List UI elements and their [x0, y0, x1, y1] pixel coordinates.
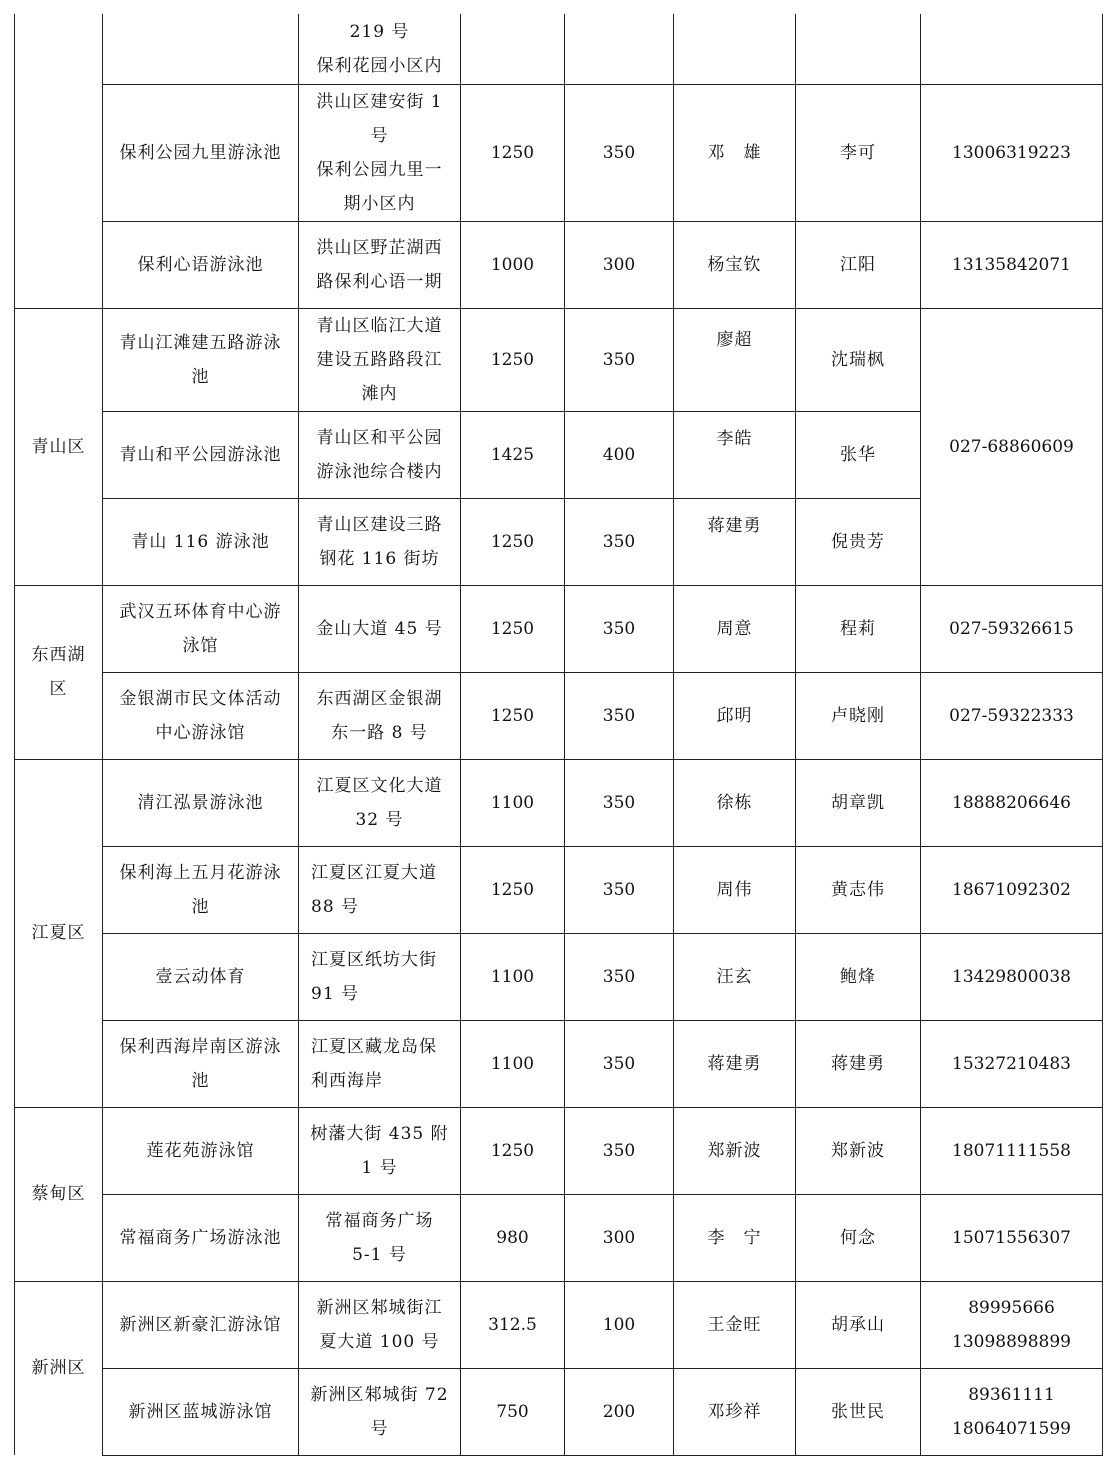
venue-name: 新洲区蓝城游泳馆: [103, 1368, 299, 1455]
venue-area: 1000: [461, 221, 565, 308]
venue-address: 219 号 保利花园小区内: [299, 14, 461, 84]
venue-depth: 350: [565, 84, 674, 221]
table-row: [15, 846, 1103, 933]
venue-manager: 周伟: [674, 846, 796, 933]
venue-phone: 89995666 13098898899: [921, 1281, 1103, 1368]
venue-area: 1250: [461, 846, 565, 933]
venue-address: 新洲区邾城街 72 号: [299, 1368, 461, 1455]
venue-address: 新洲区邾城街江 夏大道 100 号: [299, 1281, 461, 1368]
venue-manager: 杨宝钦: [674, 221, 796, 308]
venue-safety-officer: 胡承山: [796, 1281, 921, 1368]
venue-area: 1250: [461, 498, 565, 585]
venue-safety-officer: 江阳: [796, 221, 921, 308]
venue-depth: 300: [565, 1194, 674, 1281]
venue-phone: 18071111558: [921, 1107, 1103, 1194]
venue-depth: 350: [565, 933, 674, 1020]
venue-safety-officer: 倪贵芳: [796, 498, 921, 585]
venue-phone: 18671092302: [921, 846, 1103, 933]
venue-area: 1425: [461, 411, 565, 498]
venue-name: 壹云动体育: [103, 933, 299, 1020]
venue-depth: 350: [565, 846, 674, 933]
venue-manager: 李皓: [674, 411, 796, 498]
venue-manager: [674, 14, 796, 84]
venue-name: 保利西海岸南区游泳 池: [103, 1020, 299, 1107]
table-row: [15, 759, 1103, 846]
venue-depth: 350: [565, 672, 674, 759]
venue-safety-officer: 李可: [796, 84, 921, 221]
table-row: [15, 585, 1103, 672]
venue-phone: 89361111 18064071599: [921, 1368, 1103, 1455]
venue-depth: 350: [565, 585, 674, 672]
venue-address: 江夏区文化大道 32 号: [299, 759, 461, 846]
district-cell: 蔡甸区: [15, 1107, 103, 1281]
venue-manager: 蒋建勇: [674, 498, 796, 585]
venue-manager: 邓 雄: [674, 84, 796, 221]
venue-name: 新洲区新豪汇游泳馆: [103, 1281, 299, 1368]
venue-phone: 15327210483: [921, 1020, 1103, 1107]
venue-depth: 200: [565, 1368, 674, 1455]
venue-name: 保利公园九里游泳池: [103, 84, 299, 221]
venue-phone: 027-59322333: [921, 672, 1103, 759]
venue-name: 青山 116 游泳池: [103, 498, 299, 585]
venue-area: [461, 14, 565, 84]
venue-address: 江夏区藏龙岛保 利西海岸: [299, 1020, 461, 1107]
venue-depth: 350: [565, 308, 674, 411]
venue-area: 1250: [461, 84, 565, 221]
venue-name: 保利海上五月花游泳 池: [103, 846, 299, 933]
table-row: [15, 14, 1103, 84]
district-cell: 东西湖 区: [15, 585, 103, 759]
venue-manager: 邓珍祥: [674, 1368, 796, 1455]
venue-depth: 300: [565, 221, 674, 308]
venue-safety-officer: 沈瑞枫: [796, 308, 921, 411]
venue-manager: 廖超: [674, 308, 796, 411]
venue-safety-officer: 卢晓刚: [796, 672, 921, 759]
venue-depth: 350: [565, 1107, 674, 1194]
venue-safety-officer: 张世民: [796, 1368, 921, 1455]
venue-address: 金山大道 45 号: [299, 585, 461, 672]
venue-depth: 100: [565, 1281, 674, 1368]
district-cell: 新洲区: [15, 1281, 103, 1455]
venue-address: 树藩大街 435 附 1 号: [299, 1107, 461, 1194]
venue-safety-officer: 何念: [796, 1194, 921, 1281]
venue-name: 常福商务广场游泳池: [103, 1194, 299, 1281]
venue-safety-officer: 蒋建勇: [796, 1020, 921, 1107]
venue-phone: 13135842071: [921, 221, 1103, 308]
venue-name: 莲花苑游泳馆: [103, 1107, 299, 1194]
venue-area: 1100: [461, 933, 565, 1020]
venue-safety-officer: 胡章凯: [796, 759, 921, 846]
venue-address: 青山区和平公园 游泳池综合楼内: [299, 411, 461, 498]
venue-safety-officer: 程莉: [796, 585, 921, 672]
table-row: [15, 1368, 1103, 1455]
venue-address: 青山区临江大道 建设五路路段江 滩内: [299, 308, 461, 411]
venue-address: 江夏区江夏大道 88 号: [299, 846, 461, 933]
venue-safety-officer: [796, 14, 921, 84]
venue-area: 1250: [461, 308, 565, 411]
venue-manager: 徐栋: [674, 759, 796, 846]
venue-address: 洪山区野芷湖西 路保利心语一期: [299, 221, 461, 308]
table-row: [15, 933, 1103, 1020]
venue-area: 750: [461, 1368, 565, 1455]
venue-phone: 15071556307: [921, 1194, 1103, 1281]
table-row: [15, 1281, 1103, 1368]
venue-manager: 邱明: [674, 672, 796, 759]
venue-depth: [565, 14, 674, 84]
venue-depth: 350: [565, 498, 674, 585]
venue-depth: 400: [565, 411, 674, 498]
venue-area: 1250: [461, 672, 565, 759]
table-row: [15, 308, 1103, 411]
venue-name: 青山和平公园游泳池: [103, 411, 299, 498]
venue-address: 常福商务广场 5-1 号: [299, 1194, 461, 1281]
venue-name: 保利心语游泳池: [103, 221, 299, 308]
table-row: [15, 672, 1103, 759]
venue-phone: 027-68860609: [921, 308, 1103, 585]
venue-depth: 350: [565, 759, 674, 846]
venue-manager: 周意: [674, 585, 796, 672]
venue-area: 980: [461, 1194, 565, 1281]
venue-manager: 李 宁: [674, 1194, 796, 1281]
venue-phone: 18888206646: [921, 759, 1103, 846]
venue-address: 青山区建设三路 钢花 116 街坊: [299, 498, 461, 585]
venue-safety-officer: 黄志伟: [796, 846, 921, 933]
venue-phone: 13006319223: [921, 84, 1103, 221]
venue-area: 1100: [461, 1020, 565, 1107]
venue-manager: 蒋建勇: [674, 1020, 796, 1107]
venue-manager: 郑新波: [674, 1107, 796, 1194]
venue-name: 清江泓景游泳池: [103, 759, 299, 846]
venue-name: [103, 14, 299, 84]
venue-safety-officer: 郑新波: [796, 1107, 921, 1194]
district-cell: 青山区: [15, 308, 103, 585]
venue-manager: 王金旺: [674, 1281, 796, 1368]
venue-area: 1100: [461, 759, 565, 846]
table-row: [15, 221, 1103, 308]
venue-phone: [921, 14, 1103, 84]
venue-safety-officer: 鲍烽: [796, 933, 921, 1020]
venue-phone: 027-59326615: [921, 585, 1103, 672]
table-row: [15, 84, 1103, 221]
venue-name: 金银湖市民文体活动 中心游泳馆: [103, 672, 299, 759]
venue-address: 东西湖区金银湖 东一路 8 号: [299, 672, 461, 759]
venue-area: 312.5: [461, 1281, 565, 1368]
district-cell-hongshan-continued: [15, 14, 103, 308]
venue-name: 青山江滩建五路游泳 池: [103, 308, 299, 411]
venue-address: 江夏区纸坊大街 91 号: [299, 933, 461, 1020]
district-cell: 江夏区: [15, 759, 103, 1107]
venue-phone: 13429800038: [921, 933, 1103, 1020]
table-row: [15, 1194, 1103, 1281]
table-row: [15, 1020, 1103, 1107]
table-row: [15, 1107, 1103, 1194]
venue-manager: 汪玄: [674, 933, 796, 1020]
venue-table: [14, 14, 1103, 1456]
venue-area: 1250: [461, 1107, 565, 1194]
venue-depth: 350: [565, 1020, 674, 1107]
venue-address: 洪山区建安街 1 号 保利公园九里一 期小区内: [299, 84, 461, 221]
venue-area: 1250: [461, 585, 565, 672]
venue-name: 武汉五环体育中心游 泳馆: [103, 585, 299, 672]
venue-safety-officer: 张华: [796, 411, 921, 498]
